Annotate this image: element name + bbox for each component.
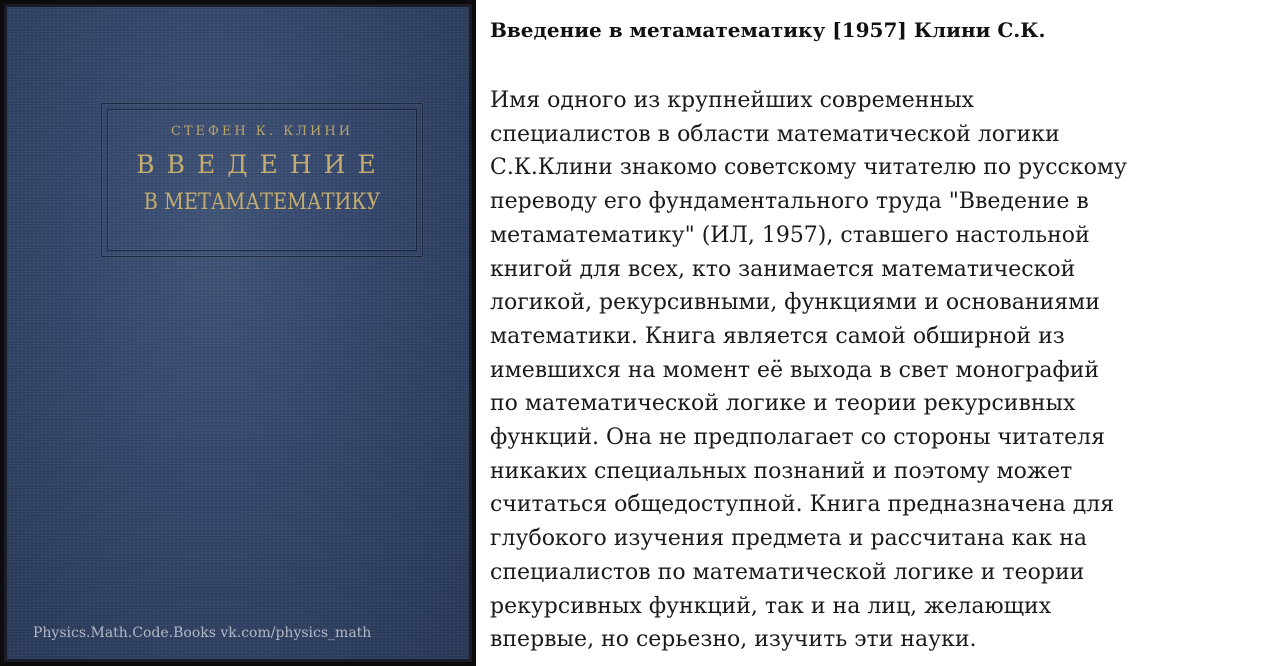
- description-line: математики. Книга является самой обширной из: [490, 323, 1065, 349]
- post-description: [490, 84, 1270, 657]
- description-line: имевшихся на момент её выхода в свет монографий: [490, 357, 1100, 383]
- description-line: Имя одного из крупнейших современных: [490, 88, 975, 113]
- description-line: переводу его фундаментального труда "Введение в: [490, 189, 1089, 215]
- description-line: рекурсивных функций, так и на лиц, желающих: [490, 593, 1052, 619]
- description-line: функций. Она не предполагает со стороны читателя: [490, 425, 1105, 451]
- description-line: метаматематику" (ИЛ, 1957), ставшего настольной: [490, 222, 1090, 248]
- description-line: специалистов по математической логике и теории: [490, 559, 1085, 585]
- book-cover-cloth: [4, 4, 472, 662]
- description-line: никаких специальных познаний и поэтому может: [490, 458, 1073, 484]
- cover-title-line-1: ВВЕДЕНИЕ: [136, 150, 388, 179]
- cover-author: СТЕФЕН К. КЛИНИ: [170, 124, 354, 139]
- description-line: логикой, рекурсивными, функциями и основаниями: [490, 290, 1100, 316]
- description-line: впервые, но серьезно, изучить эти науки.: [490, 627, 977, 653]
- cover-title-frame-inner: [107, 109, 417, 251]
- post-heading: Введение в метаматематику [1957] Клини С.К.: [490, 18, 1046, 42]
- cover-title-line-2: В МЕТАМАТЕМАТИКУ: [143, 190, 381, 215]
- post-text-column: [490, 14, 1270, 657]
- description-line: книгой для всех, кто занимается математической: [490, 256, 1076, 282]
- description-line: глубокого изучения предмета и рассчитана как на: [490, 526, 1087, 552]
- description-line: С.К.Клини знакомо советскому читателю по русскому: [490, 155, 1127, 181]
- watermark-text: Physics.Math.Code.Books vk.com/physics_math: [33, 625, 372, 641]
- cover-title-frame: [101, 103, 423, 257]
- book-cover-image: [0, 0, 476, 666]
- description-line: считаться общедоступной. Книга предназначена для: [490, 492, 1115, 518]
- description-line: специалистов в области математической логики: [490, 121, 1060, 147]
- description-line: по математической логике и теории рекурсивных: [490, 391, 1076, 417]
